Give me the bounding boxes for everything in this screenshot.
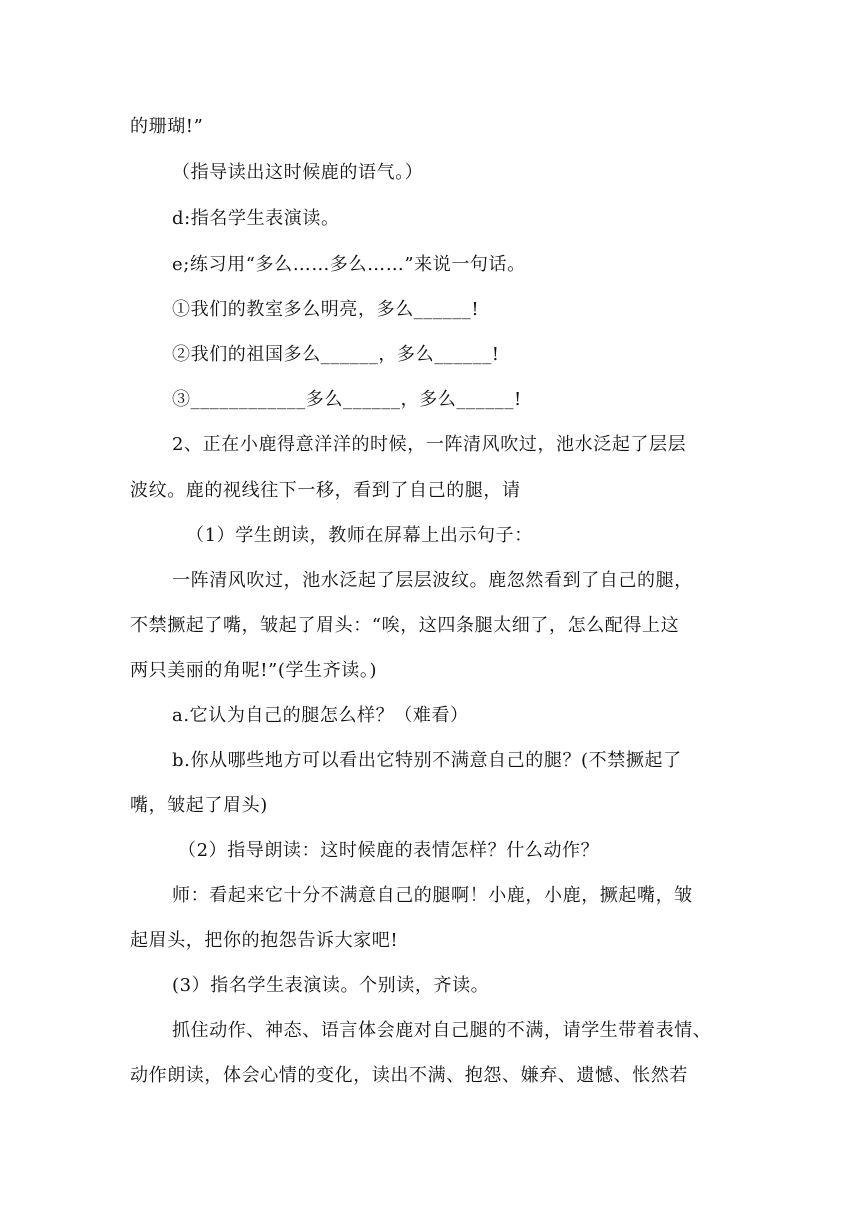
text-line: e;练习用“多么……多么……”来说一句话。 — [172, 254, 526, 275]
text-line: 一阵清风吹过，池水泛起了层层波纹。鹿忽然看到了自己的腿， — [172, 570, 693, 591]
text-line: 2、正在小鹿得意洋洋的时候，一阵清风吹过，池水泛起了层层 — [172, 434, 687, 455]
text-line: 起眉头，把你的抱怨告诉大家吧! — [130, 930, 399, 951]
text-line: a.它认为自己的腿怎么样？（难看） — [172, 705, 469, 726]
text-line: b.你从哪些地方可以看出它特别不满意自己的腿？(不禁撅起了 — [172, 750, 682, 771]
text-line: d:指名学生表演读。 — [172, 208, 340, 229]
text-line: （指导读出这时候鹿的语气。） — [172, 162, 424, 183]
text-line: 不禁撅起了嘴，皱起了眉头：“唉，这四条腿太细了，怎么配得上这 — [130, 615, 680, 636]
text-line: 动作朗读，体会心情的变化，读出不满、抱怨、嫌弃、遗憾、怅然若 — [130, 1065, 688, 1086]
text-line: ③____________多么______，多么______! — [172, 389, 522, 410]
text-line: 波纹。鹿的视线往下一移，看到了自己的腿，请 — [130, 480, 521, 501]
text-line: 抓住动作、神态、语言体会鹿对自己腿的不满，请学生带着表情、 — [172, 1020, 712, 1041]
text-line: ②我们的祖国多么______，多么______! — [172, 344, 500, 365]
text-line: ①我们的教室多么明亮，多么______! — [172, 299, 480, 320]
text-line: 师：看起来它十分不满意自己的腿啊！小鹿，小鹿，撅起嘴，皱 — [172, 885, 693, 906]
text-line: 的珊瑚!” — [130, 116, 204, 137]
text-line: 两只美丽的角呢!”(学生齐读。) — [130, 660, 378, 681]
text-line: （2）指导朗读：这时候鹿的表情怎样？什么动作？ — [178, 840, 600, 861]
text-line: （1）学生朗读，教师在屏幕上出示句子： — [186, 525, 533, 546]
text-line: (3）指名学生表演读。个别读，齐读。 — [172, 975, 490, 996]
text-line: 嘴，皱起了眉头) — [130, 795, 268, 816]
